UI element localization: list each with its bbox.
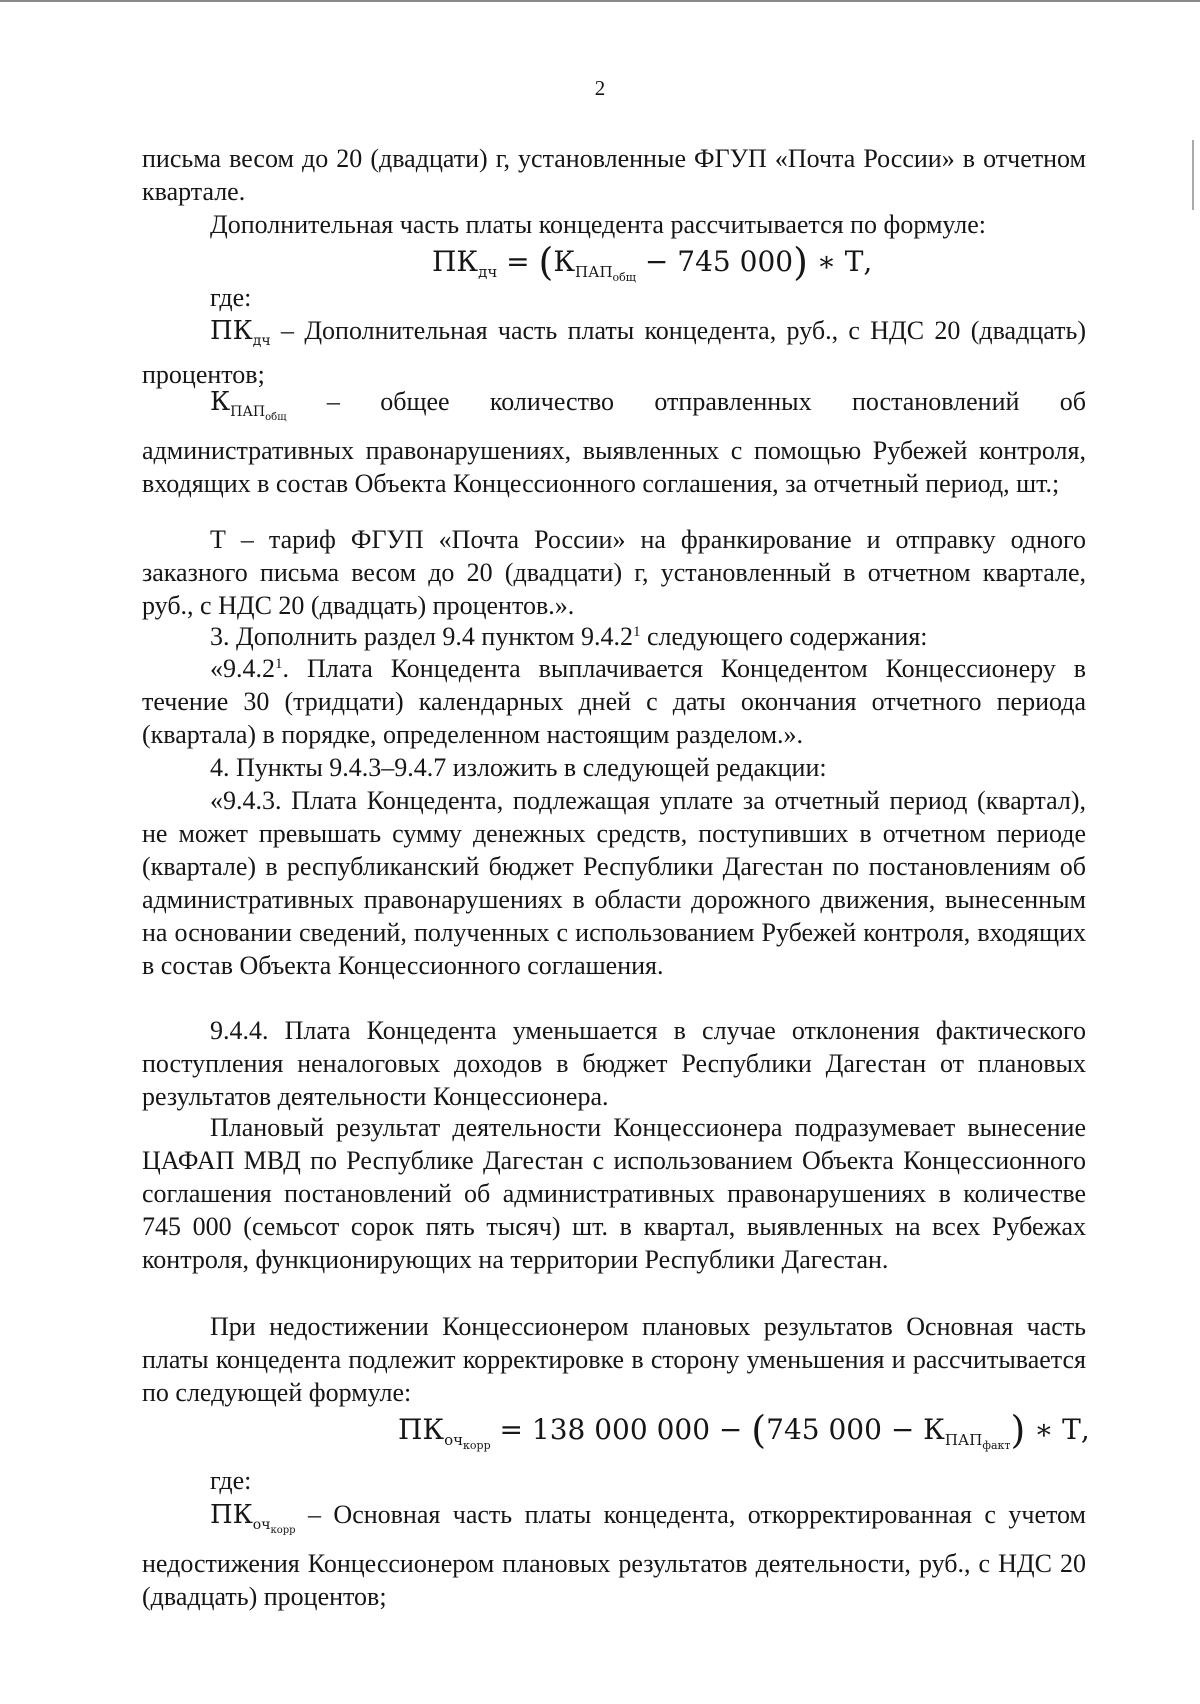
item-3: 3. Дополнить раздел 9.4 пунктом 9.4.2$^1$ следующего содержания: (210, 622, 928, 651)
paragraph-underachievement: При недостижении Концессионером плановых результатов Основная часть платы концедента подлежит корректировке в сторону уменьшения и рассчитывается по следующей формуле: (142, 1312, 1086, 1407)
definition-pk-och-korr (142, 1498, 1086, 1613)
formula-minus-value: − 745 000 (636, 245, 794, 278)
formula-tail: ∗ Т, (807, 245, 873, 278)
paragraph-formula-intro: Дополнительная часть платы концедента рассчитывается по формуле: (210, 210, 986, 239)
formula2-k-subsubscript: факт (982, 1439, 1011, 1452)
paragraph-planned-result: Плановый результат деятельности Концессионера подразумевает вынесение ЦАФАП МВД по Республике Дагестан с использованием Объекта Концессионного соглашения постановлений об административных правонарушениях в количестве 745 000 (семьсот сорок пять тысяч) шт. в квартал, выявленных на всех Рубежах контроля, функционирующих на территории Республики Дагестан. (142, 1113, 1086, 1274)
formula2-k-subscript: ПАП (944, 1431, 983, 1449)
def-symbol-pk-och-korr: $ПК_{оч_{корр}}$ (210, 1500, 296, 1536)
formula2-lhs: ПК (398, 1413, 445, 1446)
formula2-lhs-subsubscript: корр (463, 1439, 491, 1452)
formula-k-subscript: ПАП (575, 263, 613, 281)
page-number: 2 (594, 76, 606, 100)
clause-9-4-3: «9.4.3. Плата Концедента, подлежащая уплате за отчетный период (квартал), не может превышать сумму денежных средств, поступивших в отчетном периоде (квартале) в республиканский бюджет Республики Дагестан по постановлениям об административных правонарушениях в области дорожного движения, вынесенным на основании сведений, полученных с использованием Рубежей контроля, входящих в состав Объекта Концессионного соглашения. (142, 786, 1086, 980)
formula2-tail: ∗ Т, (1025, 1413, 1090, 1446)
definition-k-pap-obshch (142, 385, 1086, 500)
formula-close-paren: ) (793, 240, 808, 284)
item-4: 4. Пункты 9.4.3–9.4.7 изложить в следующей редакции: (210, 753, 827, 782)
page-top-edge (0, 0, 1200, 2)
def-text-pk-dch: – Дополнительная часть платы концедента, руб., с НДС 20 (двадцать) процентов; (142, 316, 1086, 389)
formula-open-paren: ( (538, 240, 554, 284)
formula-lhs: ПК (432, 245, 479, 278)
definition-pk-dch (142, 314, 1086, 391)
definition-tariff: Т – тариф ФГУП «Почта России» на франкирование и отправку одного заказного письма весом до 20 (двадцати) г, установленный в отчетном квартале, руб., с НДС 20 (двадцать) процентов.». (142, 525, 1086, 620)
formula2-middle: 745 000 − К (766, 1413, 945, 1446)
formula-lhs-subscript: дч (478, 263, 498, 281)
formula-corrected-main-part (398, 1408, 1090, 1452)
clause-9-4-2-1: «9.4.2$^1$. Плата Концедента выплачивается Концедентом Концессионеру в течение 30 (тридцати) календарных дней с даты окончания отчетного периода (квартала) в порядке, определенном настоящим разделом.». (142, 654, 1086, 749)
def-text-pk-och-korr: – Основная часть платы концедента, откорректированная с учетом недостижения Концессионером плановых результатов деятельности, руб., с НДС 20 (двадцать) процентов; (142, 1500, 1086, 1611)
where-label-2: где: (210, 1466, 252, 1495)
formula2-close-paren: ) (1010, 1408, 1026, 1452)
scan-edge-mark (1192, 140, 1194, 210)
clause-9-4-4: 9.4.4. Плата Концедента уменьшается в случае отклонения фактического поступления неналоговых доходов в бюджет Республики Дагестан от плановых результатов деятельности Концессионера. (142, 1016, 1086, 1111)
paragraph-continuation: письма весом до 20 (двадцати) г, установленные ФГУП «Почта России» в отчетном квартале. (142, 144, 1086, 206)
where-label-1: где: (210, 283, 252, 312)
formula2-equals-value: = 138 000 000 − (490, 1413, 752, 1446)
def-text-k-pap-obshch: – общее количество отправленных постановлений об административных правонарушениях, выявленных с помощью Рубежей контроля, входящих в состав Объекта Концессионного соглашения, за отчетный период, шт.; (142, 387, 1086, 498)
def-symbol-pk-dch: $ПК_{дч}$ (210, 316, 271, 349)
def-symbol-k-pap-obshch: $К_{ПАП_{общ}}$ (210, 387, 287, 423)
formula-k-subsubscript: общ (612, 271, 637, 284)
formula2-open-paren: ( (751, 1408, 767, 1452)
formula-additional-part (432, 240, 872, 284)
formula-equals: = (497, 245, 539, 278)
formula-k-symbol: К (553, 245, 576, 278)
formula2-lhs-subscript: оч (444, 1431, 464, 1449)
